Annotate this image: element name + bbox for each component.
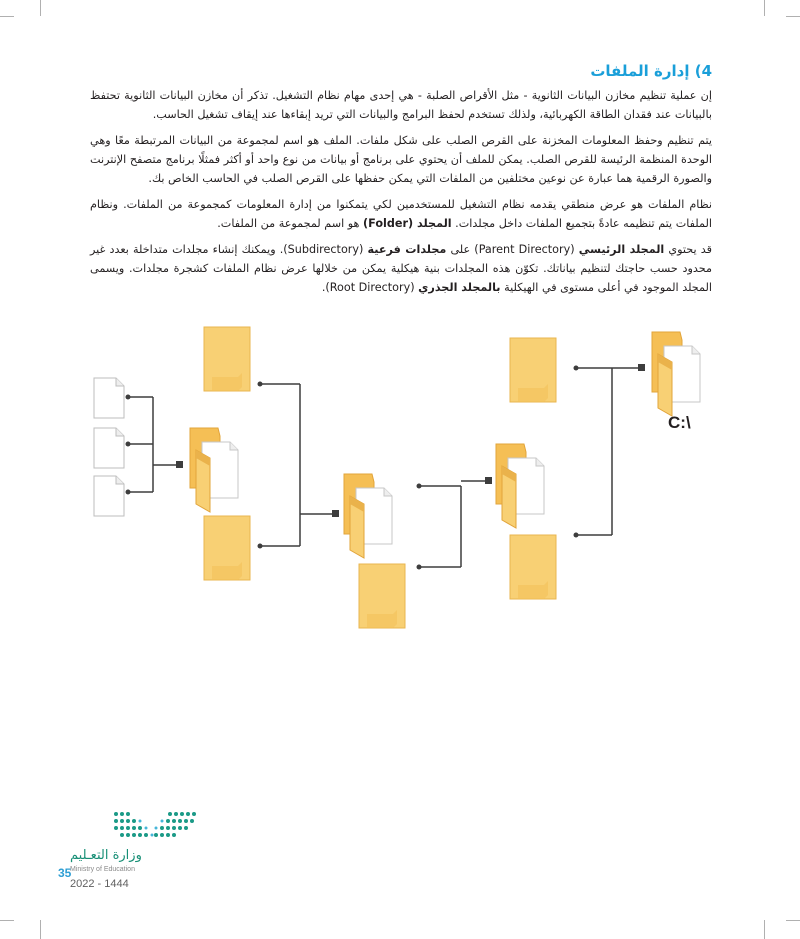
bold-term: المجلد (Folder) bbox=[363, 217, 452, 230]
crop-mark bbox=[0, 16, 14, 17]
body-text bbox=[90, 86, 712, 304]
open-folder-icon bbox=[496, 444, 544, 528]
text-run: قد يحتوي bbox=[668, 243, 712, 256]
crop-mark bbox=[786, 16, 800, 17]
folder-icon bbox=[204, 516, 250, 580]
file-icon bbox=[94, 378, 124, 418]
bold-term: بالمجلد الجذري bbox=[418, 281, 501, 294]
open-folder-icon bbox=[190, 428, 238, 512]
text-run: نظام الملفات هو عرض منطقي يقدمه نظام التشغيل للمستخدمين لكي يتمكنوا من إدارة المعلومات كمجموعة من الملفات. ونظام الملفات يتم تنظيمه عادةً بتجميع الملفات داخل مجلدات. bbox=[90, 198, 712, 230]
ministry-name-ar: وزارة التعـليم bbox=[70, 848, 142, 863]
crop-mark bbox=[40, 0, 41, 16]
section-title: 4) إدارة الملفات bbox=[590, 62, 712, 80]
bold-term: المجلد الرئيسي bbox=[578, 243, 665, 256]
root-folder-icon bbox=[652, 332, 700, 416]
root-label: C:\ bbox=[668, 413, 691, 432]
folder-icon bbox=[510, 338, 556, 402]
paragraph bbox=[90, 195, 712, 233]
crop-mark bbox=[764, 0, 765, 16]
ministry-name-en: Ministry of Education bbox=[70, 866, 135, 873]
folder-icon bbox=[359, 564, 405, 628]
ministry-logo bbox=[70, 808, 210, 844]
text-run: هو اسم لمجموعة من الملفات. bbox=[217, 217, 360, 230]
page-number: 35 bbox=[58, 866, 72, 880]
crop-mark bbox=[40, 920, 41, 939]
paragraph bbox=[90, 240, 712, 297]
folder-icon bbox=[510, 535, 556, 599]
edition-year: 2022 - 1444 bbox=[70, 878, 129, 890]
text-run: (Subdirectory). ويمكنك إنشاء مجلدات متداخلة بعدد غير محدود حسب حاجتك لتنظيم بياناتك. تكوّن هذه المجلدات بنية هيكلية يمكن من خلالها عرض نظام الملفات كشجرة مجلدات. ويسمى المجلد الموجود في أعلى مستوى في الهيكلية bbox=[90, 243, 712, 294]
crop-mark bbox=[764, 920, 765, 939]
crop-mark bbox=[0, 920, 14, 921]
open-folder-icon bbox=[344, 474, 392, 558]
bold-term: مجلدات فرعية bbox=[367, 243, 447, 256]
paragraph: إن عملية تنظيم مخازن البيانات الثانوية - مثل الأقراص الصلبة - هي إحدى مهام نظام التشغيل. تذكر أن مخازن البيانات الثانوية تحتفظ بالبيانات عند فقدان الطاقة الكهربائية، ولذلك تستخدم لحفظ البرامج والبيانات التي تريد إبقاءها عند إيقاف تشغيل الحاسب. bbox=[90, 89, 712, 121]
file-icon bbox=[94, 476, 124, 516]
text-run: (Parent Directory) على bbox=[450, 243, 575, 256]
text-run: (Root Directory). bbox=[321, 281, 415, 294]
paragraph: يتم تنظيم وحفظ المعلومات المخزنة على القرص الصلب على شكل ملفات. الملف هو اسم لمجموعة من البيانات المرتبطة معًا وهي الوحدة المنظمة الرئيسة للقرص الصلب. يمكن للملف أن يحتوي على برنامج أو بيانات من نوع واحد أو أكثر فمثلًا برنامج متصفح الإنترنت والصورة الرقمية هما عبارة عن نوعين مختلفين من الملفات التي يمكن حفظها على القرص الصلب في الحاسب الخاص بك. bbox=[90, 134, 712, 185]
directory-tree-diagram bbox=[0, 300, 800, 630]
crop-mark bbox=[786, 920, 800, 921]
folder-icon bbox=[204, 327, 250, 391]
file-icon bbox=[94, 428, 124, 468]
